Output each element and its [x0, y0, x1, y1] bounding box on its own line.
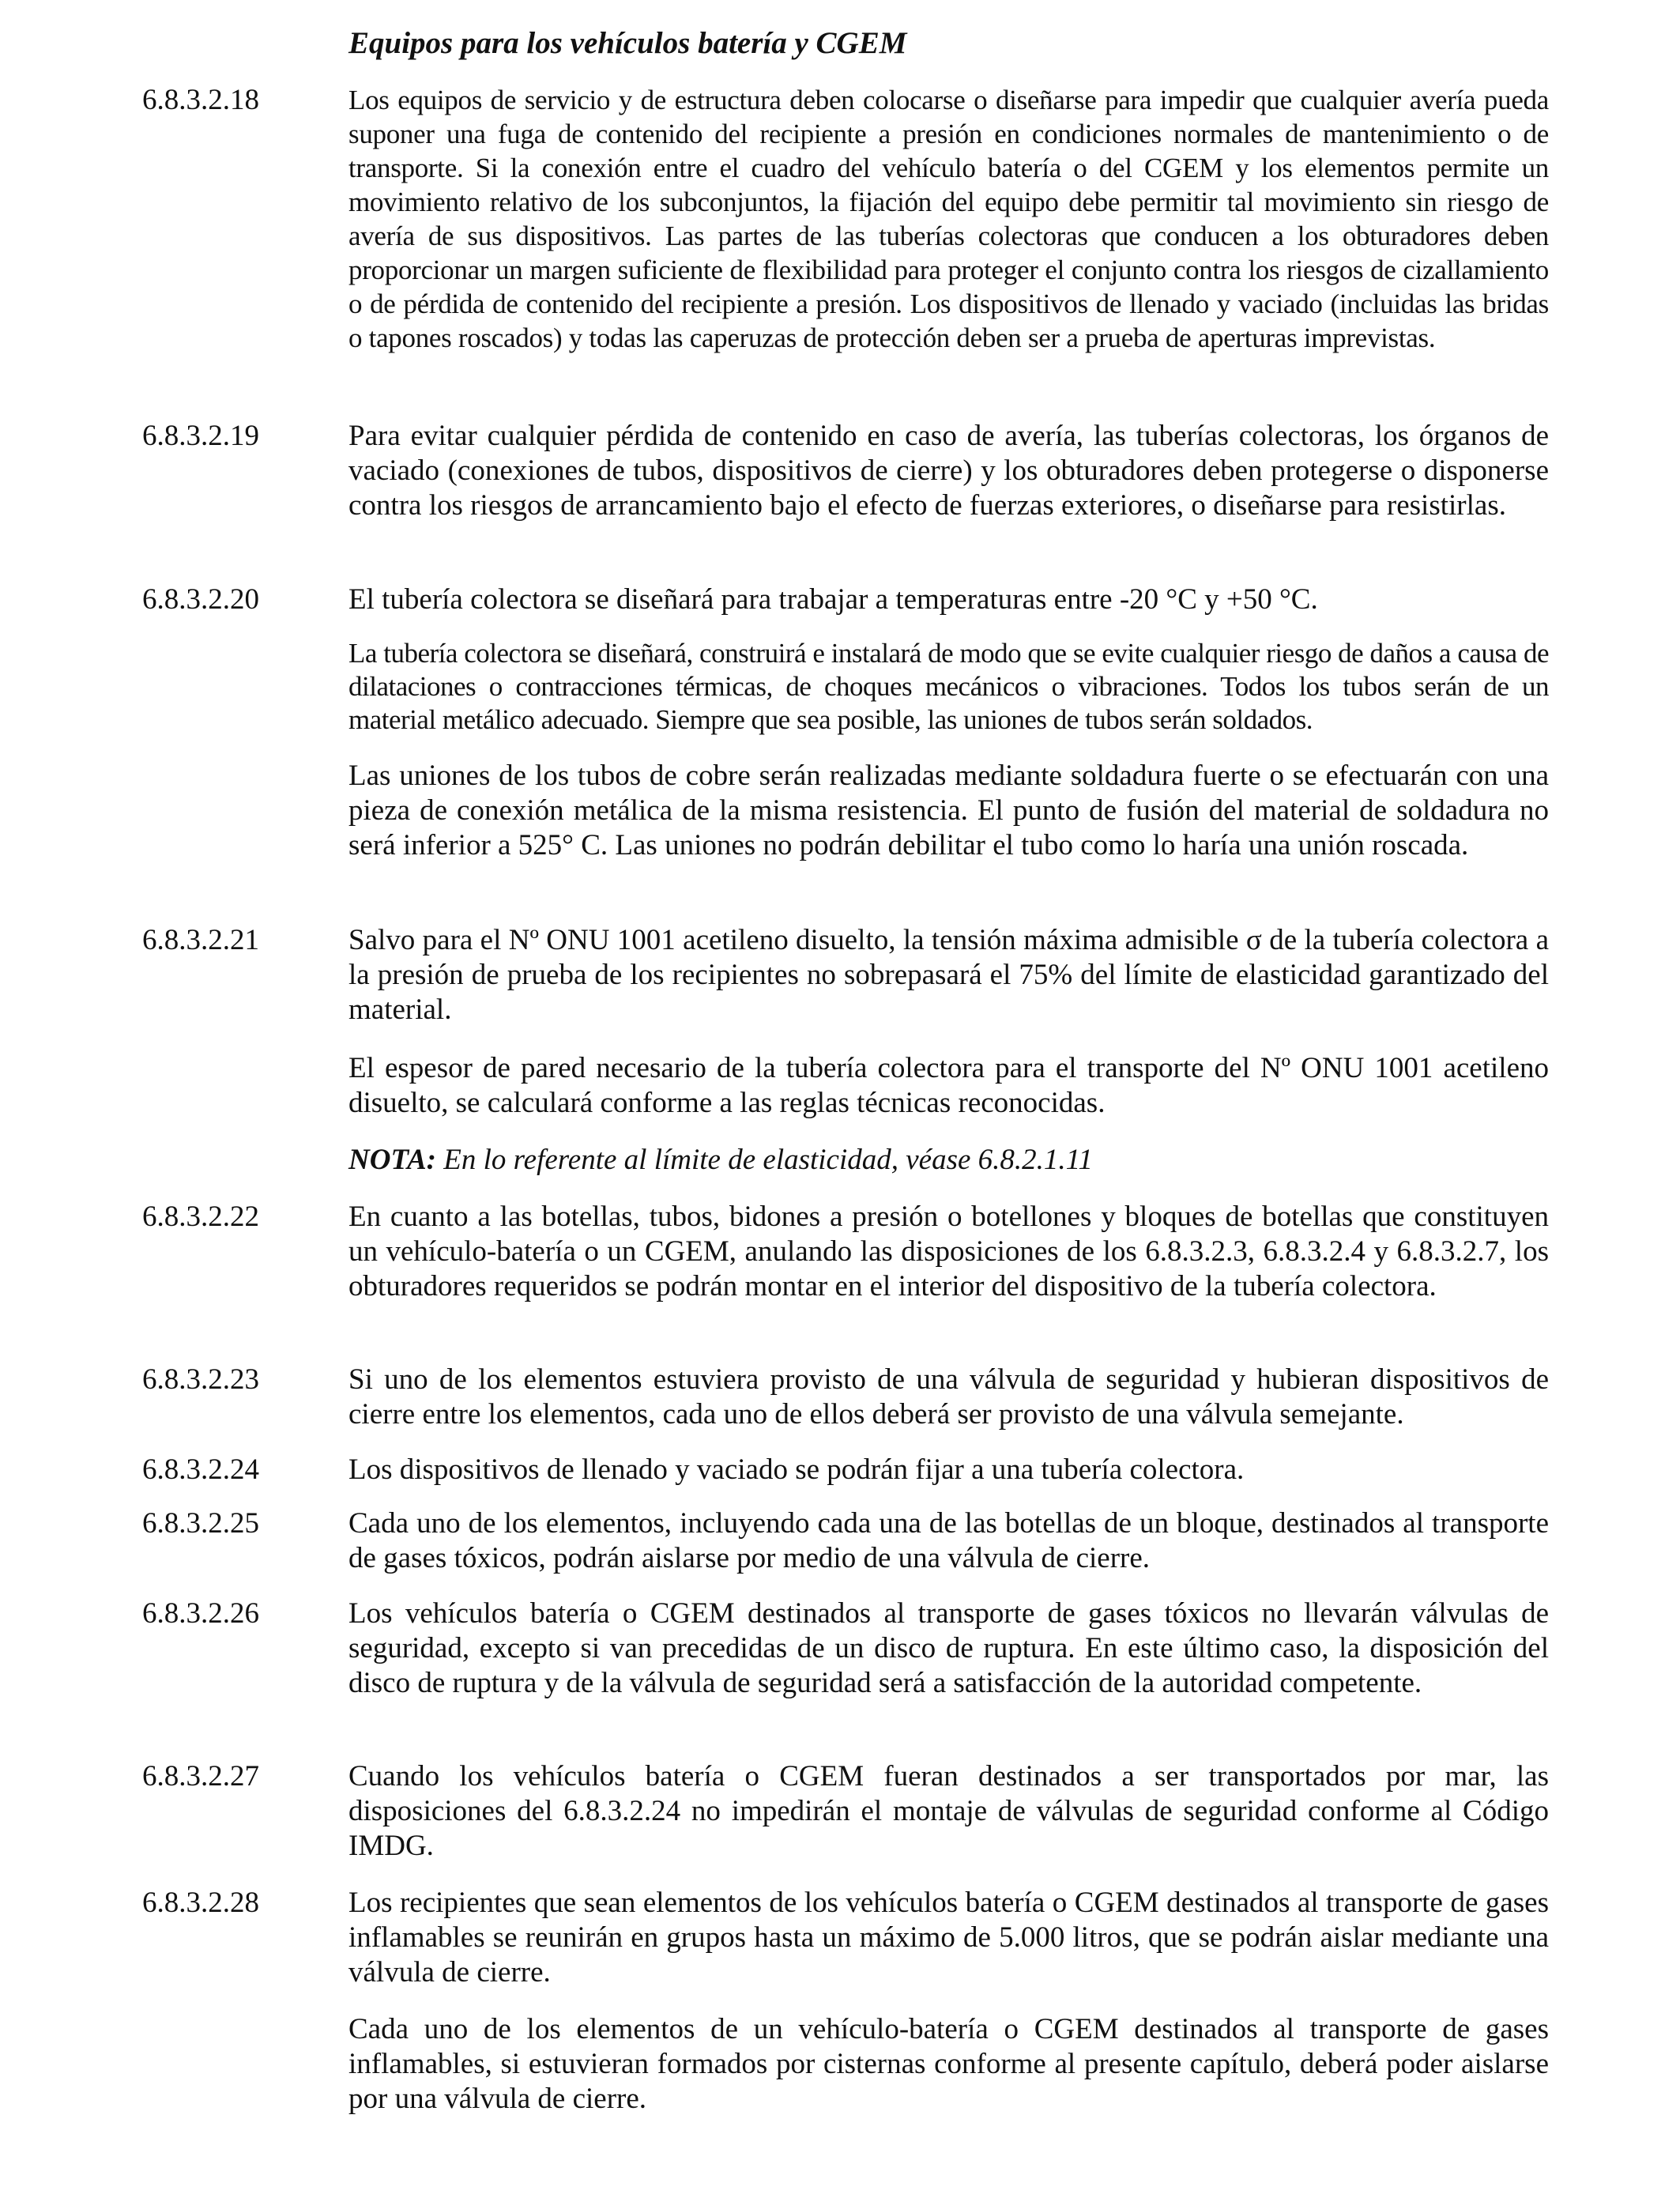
section-paragraph: El tubería colectora se diseñará para trabajar a temperaturas entre -20 °C y +50 °C.	[348, 583, 1318, 616]
section-paragraph: Los vehículos batería o CGEM destinados al transporte de gases tóxicos no llevarán válvulas de seguridad, excepto si van precedidas de un disco de ruptura. En este último caso, la disposición del disco de ruptura y de la válvula de seguridad será a satisfacción de la autoridad competente.	[348, 1597, 1549, 1699]
section-paragraph: Los dispositivos de llenado y vaciado se podrán fijar a una tubería colectora.	[348, 1453, 1245, 1486]
section-number: 6.8.3.2.23	[142, 1363, 259, 1396]
nota-label: NOTA:	[348, 1144, 436, 1176]
section-paragraph: Salvo para el Nº ONU 1001 acetileno disuelto, la tensión máxima admisible σ de la tubería colectora a la presión de prueba de los recipientes no sobrepasará el 75% del límite de elasticidad garantizado del material.	[348, 924, 1549, 1026]
section-heading: Equipos para los vehículos batería y CGEM	[348, 26, 907, 60]
section-number: 6.8.3.2.22	[142, 1201, 259, 1233]
section-paragraph: Los equipos de servicio y de estructura deben colocarse o diseñarse para impedir que cualquier avería pueda suponer una fuga de contenido del recipiente a presión en condiciones normales de mantenimiento o de transporte. Si la conexión entre el cuadro del vehículo batería o del CGEM y los elementos permite un movimiento relativo de los subconjuntos, la fijación del equipo debe permitir tal movimiento sin riesgo de avería de sus dispositivos. Las partes de las tuberías colectoras que conducen a los obturadores deben proporcionar un margen suficiente de flexibilidad para proteger el conjunto contra los riesgos de cizallamiento o de pérdida de contenido del recipiente a presión. Los dispositivos de llenado y vaciado (incluidas las bridas o tapones roscados) y todas las caperuzas de protección deben ser a prueba de aperturas imprevistas.	[348, 85, 1549, 353]
section-paragraph: La tubería colectora se diseñará, construirá e instalará de modo que se evite cualquier riesgo de daños a causa de dilataciones o contracciones térmicas, de choques mecánicos o vibraciones. Todos los tubos serán de un material metálico adecuado. Siempre que sea posible, las uniones de tubos serán soldados.	[348, 638, 1549, 735]
section-paragraph: Si uno de los elementos estuviera provisto de una válvula de seguridad y hubieran dispositivos de cierre entre los elementos, cada uno de ellos deberá ser provisto de una válvula semejante.	[348, 1363, 1549, 1431]
section-number: 6.8.3.2.28	[142, 1887, 259, 1919]
section-paragraph: Los recipientes que sean elementos de los vehículos batería o CGEM destinados al transporte de gases inflamables se reunirán en grupos hasta un máximo de 5.000 litros, que se podrán aislar mediante una válvula de cierre.	[348, 1887, 1549, 1989]
section-number: 6.8.3.2.20	[142, 583, 259, 616]
section-paragraph: Cada uno de los elementos de un vehículo-batería o CGEM destinados al transporte de gases inflamables, si estuvieran formados por cisternas conforme al presente capítulo, deberá poder aislarse por una válvula de cierre.	[348, 2013, 1549, 2115]
section-number: 6.8.3.2.26	[142, 1597, 259, 1630]
section-number: 6.8.3.2.21	[142, 924, 259, 956]
nota-note	[348, 1143, 1093, 1178]
section-paragraph: Cuando los vehículos batería o CGEM fueran destinados a ser transportados por mar, las disposiciones del 6.8.3.2.24 no impedirán el montaje de válvulas de seguridad conforme al Código IMDG.	[348, 1760, 1549, 1862]
section-number: 6.8.3.2.18	[142, 84, 259, 116]
nota-text: En lo referente al límite de elasticidad, véase 6.8.2.1.11	[436, 1144, 1093, 1176]
section-number: 6.8.3.2.27	[142, 1760, 259, 1793]
section-paragraph: Para evitar cualquier pérdida de contenido en caso de avería, las tuberías colectoras, los órganos de vaciado (conexiones de tubos, dispositivos de cierre) y los obturadores deben protegerse o disponerse contra los riesgos de arrancamiento bajo el efecto de fuerzas exteriores, o diseñarse para resistirlas.	[348, 420, 1549, 522]
section-paragraph: En cuanto a las botellas, tubos, bidones a presión o botellones y bloques de botellas que constituyen un vehículo-batería o un CGEM, anulando las disposiciones de los 6.8.3.2.3, 6.8.3.2.4 y 6.8.3.2.7, los obturadores requeridos se podrán montar en el interior del dispositivo de la tubería colectora.	[348, 1201, 1549, 1302]
section-number: 6.8.3.2.19	[142, 420, 259, 452]
section-number: 6.8.3.2.24	[142, 1453, 259, 1486]
section-paragraph: Las uniones de los tubos de cobre serán realizadas mediante soldadura fuerte o se efectuarán con una pieza de conexión metálica de la misma resistencia. El punto de fusión del material de soldadura no será inferior a 525° C. Las uniones no podrán debilitar el tubo como lo haría una unión roscada.	[348, 760, 1549, 861]
section-paragraph: El espesor de pared necesario de la tubería colectora para el transporte del Nº ONU 1001 acetileno disuelto, se calculará conforme a las reglas técnicas reconocidas.	[348, 1052, 1549, 1119]
section-number: 6.8.3.2.25	[142, 1507, 259, 1540]
section-paragraph: Cada uno de los elementos, incluyendo cada una de las botellas de un bloque, destinados al transporte de gases tóxicos, podrán aislarse por medio de una válvula de cierre.	[348, 1507, 1549, 1574]
